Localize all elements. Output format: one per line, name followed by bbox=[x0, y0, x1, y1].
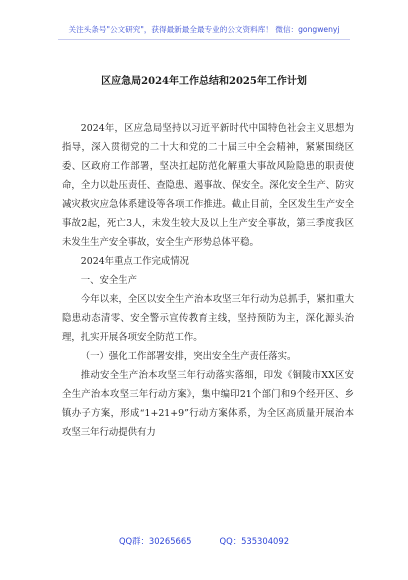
document-body bbox=[62, 119, 354, 442]
subsubsection-heading: （一）强化工作部署安排，突出安全生产责任落实。 bbox=[80, 351, 297, 362]
intro-paragraph: 2024年，区应急局坚持以习近平新时代中国特色社会主义思想为指导，深入贯彻党的二十大和党的二十届三中全会精神，紧紧围绕区委、区政府工作部署，坚决扛起防范化解重大事故风险隐患的职责使命，全力以赴压责任、查隐患、遏事故、保安全。深化安全生产、防灾减灾救灾应急体系建设等各项工作推进。截止目前，全区发生生产安全事故2起，死亡3人，未发生较大及以上生产安全事故，第三季度我区未发生生产安全事故，安全生产形势总体平稳。 bbox=[62, 123, 354, 248]
footer-qq: QQ：535304092 bbox=[219, 536, 290, 546]
footer-qq-group: QQ群：30265665 bbox=[118, 536, 192, 546]
header-banner: 关注头条号"公文研究"，获得最新最全最专业的公文资料库！ 微信：gongwenyj bbox=[68, 25, 340, 34]
header-divider bbox=[58, 39, 350, 40]
body-paragraph: 今年以来，全区以安全生产治本攻坚三年行动为总抓手，紧扣重大隐患动态清零、安全警示宣传教育主线，坚持预防为主，深化源头治理，扎实开展各项安全防范工作。 bbox=[62, 294, 354, 343]
footer-contact bbox=[0, 535, 408, 547]
body-paragraph: 推动安全生产治本攻坚三年行动落实落细，印发《铜陵市XX区安全生产治本攻坚三年行动方案》，集中编印21个部门和9个经开区、乡镇办子方案，形成“1+21+9”行动方案体系，为全区高质量开展治本攻坚三年行动提供有力 bbox=[62, 370, 354, 438]
section-heading: 2024年重点工作完成情况 bbox=[80, 256, 190, 267]
subsection-heading: 一、安全生产 bbox=[80, 275, 138, 286]
document-title: 区应急局2024年工作总结和2025年工作计划 bbox=[101, 76, 307, 87]
